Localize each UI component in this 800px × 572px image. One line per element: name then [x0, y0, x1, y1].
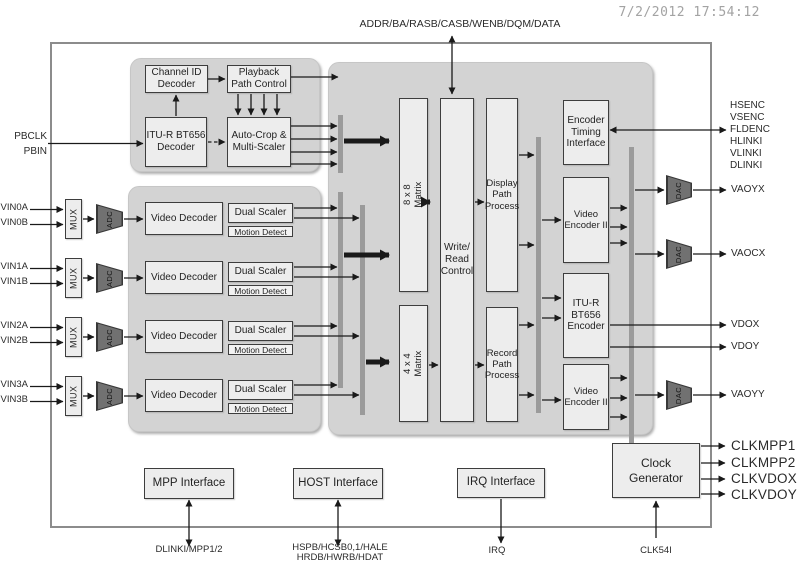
mux-3: MUX: [65, 376, 82, 416]
dac-2: DAC: [666, 380, 692, 410]
mux-1: MUX: [65, 258, 82, 298]
port-dlinki: DLINKI: [730, 160, 763, 171]
port-vaoyy: VAOYY: [731, 389, 765, 400]
port-clkvdox: CLKVDOX: [731, 471, 797, 486]
port-vlinki: VLINKI: [730, 148, 762, 159]
block-8x8-matrix: 8 x 8 Matrix: [399, 98, 428, 292]
block-video-decoder-3: Video Decoder: [145, 379, 223, 412]
port-hlinki: HLINKI: [730, 136, 763, 147]
block-video-decoder-2: Video Decoder: [145, 320, 223, 353]
port-vaocx: VAOCX: [731, 248, 766, 259]
block-video-decoder-1: Video Decoder: [145, 261, 223, 294]
port-vin1a: VIN1A: [0, 261, 28, 272]
port-fldenc: FLDENC: [730, 124, 771, 135]
port-clkmpp1: CLKMPP1: [731, 438, 796, 453]
adc-3: ADC: [96, 381, 123, 411]
port-vaoyx: VAOYX: [731, 184, 765, 195]
port-vin3a: VIN3A: [0, 379, 28, 390]
block-clock-generator: Clock Generator: [612, 443, 700, 498]
port-vin3b: VIN3B: [0, 394, 28, 405]
bus-bar-path-process: [536, 137, 541, 413]
port-hsenc: HSENC: [730, 100, 766, 111]
mux-2: MUX: [65, 317, 82, 357]
timestamp: 7/2/2012 17:54:12: [618, 5, 760, 20]
block-video-encoder-ii-bottom: Video Encoder II: [563, 364, 609, 430]
port-pbclk: PBCLK: [14, 131, 47, 142]
block-mpp-interface: MPP Interface: [144, 468, 234, 499]
dac-1: DAC: [666, 239, 692, 269]
block-host-interface: HOST Interface: [293, 468, 383, 499]
bus-bar-scaler2: [360, 205, 365, 415]
block-video-encoder-ii-top: Video Encoder II: [563, 177, 609, 263]
block-record-path-process: Record Path Process: [486, 307, 518, 422]
port-host-line2: HRDB/HWRB/HDAT: [296, 552, 384, 563]
port-vin0a: VIN0A: [0, 202, 28, 213]
addr-bus-label: ADDR/BA/RASB/CASB/WENB/DQM/DATA: [359, 18, 561, 30]
block-motion-detect-2: Motion Detect: [228, 344, 293, 355]
block-dual-scaler-0: Dual Scaler: [228, 203, 293, 223]
block-write-read-control: Write/ Read Control: [440, 98, 474, 422]
port-vsenc: VSENC: [730, 112, 765, 123]
block-channel-id-decoder: Channel ID Decoder: [145, 65, 208, 93]
block-irq-interface: IRQ Interface: [457, 468, 545, 498]
block-4x4-matrix: 4 x 4 Matrix: [399, 305, 428, 422]
port-pbin: PBIN: [23, 146, 47, 157]
block-motion-detect-3: Motion Detect: [228, 403, 293, 414]
port-vin2b: VIN2B: [0, 335, 28, 346]
port-vin0b: VIN0B: [0, 217, 28, 228]
port-clkmpp2: CLKMPP2: [731, 455, 796, 470]
block-encoder-timing-interface: Encoder Timing Interface: [563, 100, 609, 165]
block-itur-bt656-decoder: ITU-R BT656 Decoder: [145, 117, 207, 167]
bus-bar-scaler1: [338, 192, 343, 388]
port-dlinki-mpp: DLINKI/MPP1/2: [155, 544, 223, 555]
bus-bar-autocrop: [338, 115, 343, 173]
block-playback-path-control: Playback Path Control: [227, 65, 291, 93]
mux-0: MUX: [65, 199, 82, 239]
port-irq: IRQ: [488, 545, 506, 556]
block-motion-detect-1: Motion Detect: [228, 285, 293, 296]
port-clkvdoy: CLKVDOY: [731, 487, 797, 502]
dac-0: DAC: [666, 175, 692, 205]
block-dual-scaler-2: Dual Scaler: [228, 321, 293, 341]
port-vdoy: VDOY: [731, 341, 760, 352]
block-dual-scaler-3: Dual Scaler: [228, 380, 293, 400]
port-clk54i: CLK54I: [640, 545, 672, 556]
block-video-decoder-0: Video Decoder: [145, 202, 223, 235]
block-itur-bt656-encoder: ITU-R BT656 Encoder: [563, 273, 609, 358]
adc-2: ADC: [96, 322, 123, 352]
port-host-line1: HSPB/HCSB0,1/HALE: [292, 542, 388, 553]
bus-bar-encoder-out: [629, 147, 634, 445]
block-dual-scaler-1: Dual Scaler: [228, 262, 293, 282]
adc-1: ADC: [96, 263, 123, 293]
port-vdox: VDOX: [731, 319, 760, 330]
block-motion-detect-0: Motion Detect: [228, 226, 293, 237]
block-auto-crop-multi-scaler: Auto-Crop & Multi-Scaler: [227, 117, 291, 167]
block-display-path-process: Display Path Process: [486, 98, 518, 292]
port-vin2a: VIN2A: [0, 320, 28, 331]
port-vin1b: VIN1B: [0, 276, 28, 287]
adc-0: ADC: [96, 204, 123, 234]
